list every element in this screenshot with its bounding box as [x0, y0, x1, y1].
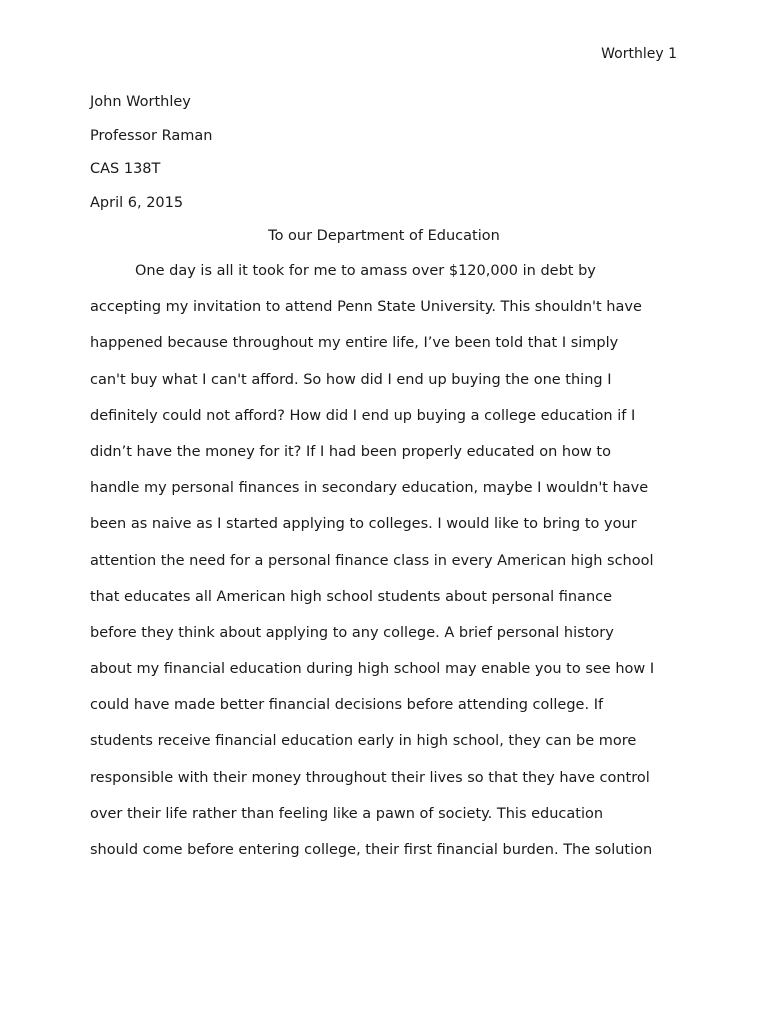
body-line: that educates all American high school students about personal finance	[90, 588, 613, 605]
body-line: didn’t have the money for it? If I had been properly educated on how to	[90, 443, 611, 460]
body-line: One day is all it took for me to amass over $120,000 in debt by	[135, 263, 596, 279]
body-line: accepting my invitation to attend Penn State University. This shouldn't have	[90, 299, 642, 316]
document-date: April 6, 2015	[90, 194, 184, 211]
body-line: could have made better financial decisions before attending college. If	[90, 697, 604, 714]
body-line: attention the need for a personal finance class in every American high school	[90, 552, 654, 569]
heading-block	[90, 93, 678, 227]
body-line: handle my personal finances in secondary education, maybe I wouldn't have	[90, 480, 649, 497]
body-line: responsible with their money throughout their lives so that they have control	[90, 769, 650, 786]
course-name: CAS 138T	[90, 161, 161, 177]
body-line: over their life rather than feeling like a pawn of society. This education	[90, 805, 604, 822]
body-paragraph	[90, 262, 690, 877]
author-name: John Worthley	[90, 94, 191, 110]
professor-name: Professor Raman	[90, 127, 213, 144]
body-line: been as naive as I started applying to colleges. I would like to bring to your	[90, 516, 637, 533]
body-line: students receive financial education early in high school, they can be more	[90, 733, 637, 750]
body-line: about my financial education during high school may enable you to see how I	[90, 661, 655, 678]
body-line: definitely could not afford? How did I end up buying a college education if I	[90, 407, 636, 424]
document-title: To our Department of Education	[268, 228, 500, 244]
body-line: before they think about applying to any college. A brief personal history	[90, 624, 614, 641]
body-line: happened because throughout my entire life, I’ve been told that I simply	[90, 335, 619, 352]
body-line: can't buy what I can't afford. So how did I end up buying the one thing I	[90, 371, 612, 388]
body-line: should come before entering college, their first financial burden. The solution	[90, 842, 653, 858]
running-header: Worthley 1	[601, 46, 677, 62]
